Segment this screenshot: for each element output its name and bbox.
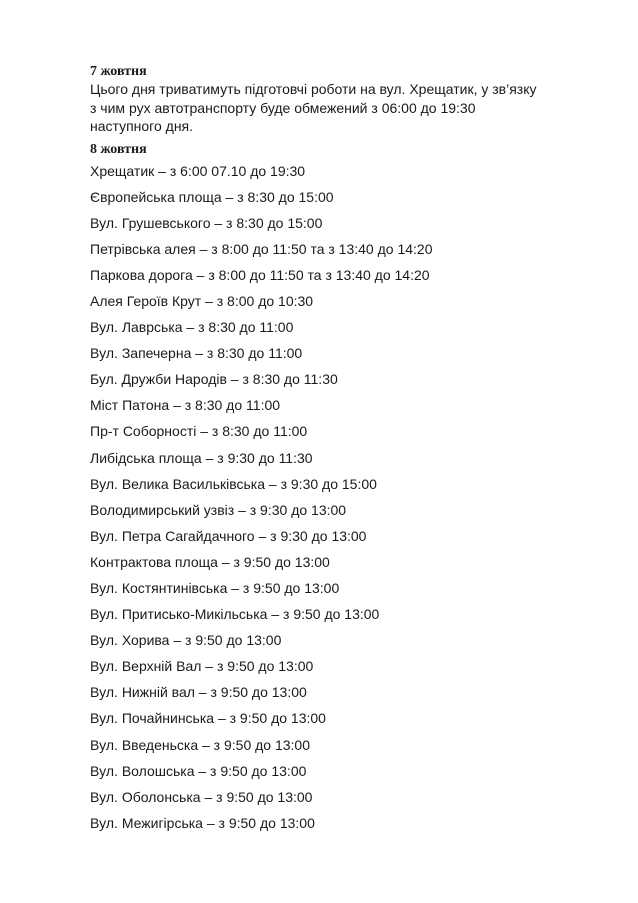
road-closure-item: Вул. Костянтинівська – з 9:50 до 13:00 (90, 580, 340, 596)
document-page (90, 64, 610, 836)
road-closure-item: Вул. Волошська – з 9:50 до 13:00 (90, 762, 307, 779)
road-closure-item: Вул. Грушевського – з 8:30 до 15:00 (90, 214, 323, 231)
intro-line: з чим рух автотранспорту буде обмежений з 06:00 до 19:30 (90, 99, 476, 116)
date-heading-oct-7: 7 жовтня (90, 64, 147, 79)
road-closure-item: Вул. Почайнинська – з 9:50 до 13:00 (90, 710, 326, 727)
road-closure-item: Контрактова площа – з 9:50 до 13:00 (90, 553, 330, 570)
date-heading-oct-8: 8 жовтня (90, 141, 147, 157)
road-closure-item: Вул. Оболонська – з 9:50 до 13:00 (90, 788, 313, 805)
road-closure-item: Петрівська алея – з 8:00 до 11:50 та з 13:40 до 14:20 (90, 240, 433, 257)
road-closure-item: Хрещатик – з 6:00 07.10 до 19:30 (90, 162, 306, 179)
road-closure-item: Вул. Притисько-Микільська – з 9:50 до 13:00 (90, 606, 380, 623)
road-closure-list (90, 158, 610, 836)
road-closure-item: Міст Патона – з 8:30 до 11:00 (90, 397, 281, 414)
intro-line: наступного дня. (90, 118, 194, 134)
road-closure-item: Вул. Запечерна – з 8:30 до 11:00 (90, 345, 303, 362)
road-closure-item: Вул. Верхній Вал – з 9:50 до 13:00 (90, 658, 314, 675)
road-closure-item: Пр-т Соборності – з 8:30 до 11:00 (90, 423, 308, 440)
road-closure-item: Либідська площа – з 9:30 до 11:30 (90, 449, 313, 466)
road-closure-item: Алея Героїв Крут – з 8:00 до 10:30 (90, 292, 314, 309)
road-closure-item: Володимирський узвіз – з 9:30 до 13:00 (90, 501, 347, 518)
road-closure-item: Вул. Петра Сагайдачного – з 9:30 до 13:00 (90, 527, 367, 544)
intro-paragraph (90, 80, 610, 136)
road-closure-item: Європейська площа – з 8:30 до 15:00 (90, 188, 334, 205)
road-closure-item: Вул. Нижній вал – з 9:50 до 13:00 (90, 684, 307, 701)
road-closure-item: Паркова дорога – з 8:00 до 11:50 та з 13:40 до 14:20 (90, 266, 430, 283)
road-closure-item: Вул. Межигірська – з 9:50 до 13:00 (90, 814, 315, 831)
road-closure-item: Вул. Введеньска – з 9:50 до 13:00 (90, 736, 311, 753)
road-closure-item: Вул. Лаврська – з 8:30 до 11:00 (90, 319, 294, 336)
road-closure-item: Вул. Велика Васильківська – з 9:30 до 15:00 (90, 475, 377, 492)
intro-line: Цього дня триватимуть підготовчі роботи на вул. Хрещатик, у зв’язку (90, 81, 537, 97)
road-closure-item: Бул. Дружби Народів – з 8:30 до 11:30 (90, 371, 338, 388)
road-closure-item: Вул. Хорива – з 9:50 до 13:00 (90, 632, 282, 649)
